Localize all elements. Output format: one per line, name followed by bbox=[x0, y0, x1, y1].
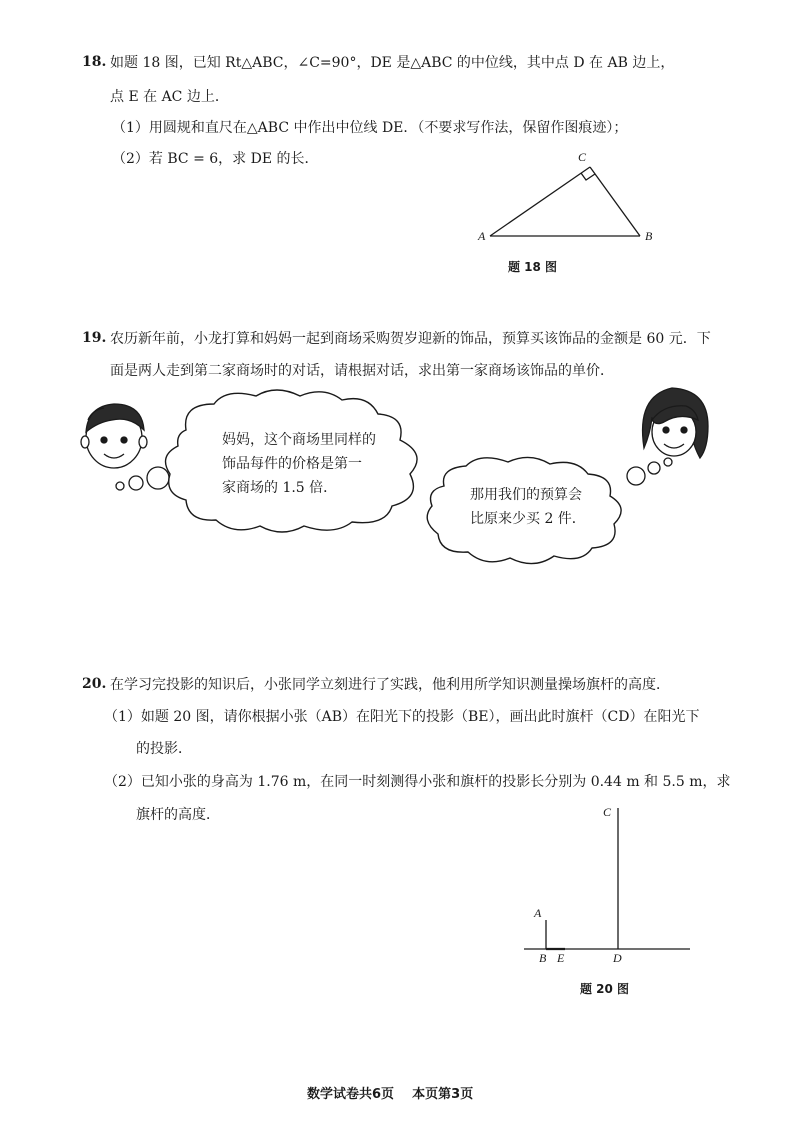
q20-part1-line2: 的投影． bbox=[136, 741, 192, 757]
q18-part1: （1）用圆规和直尺在△ABC 中作出中位线 DE．（不要求写作法，保留作图痕迹）； bbox=[112, 120, 628, 136]
boy-bubble-line1: 妈妈，这个商场里同样的 bbox=[222, 432, 376, 448]
boy-bubble-line3: 家商场的 1.5 倍． bbox=[222, 480, 338, 496]
q20-label-c: C bbox=[603, 805, 612, 819]
mom-bubble-line2: 比原来少买 2 件． bbox=[470, 511, 586, 527]
page-footer: 数学试卷共6页 本页第3页 bbox=[307, 1087, 474, 1102]
q18-caption: 题 18 图 bbox=[508, 260, 558, 274]
q20-part2-line1: （2）已知小张的身高为 1.76 m，在同一时刻测得小张和旗杆的投影长分别为 0.44 m 和 5.5 m，求 bbox=[104, 774, 731, 790]
q18-label-a: A bbox=[478, 229, 486, 243]
q18-stem-line2: 点 E 在 AC 边上． bbox=[110, 89, 229, 105]
q20-part2-line2: 旗杆的高度． bbox=[136, 807, 220, 823]
q20-stem-line1: 在学习完投影的知识后，小张同学立刻进行了实践，他利用所学知识测量操场旗杆的高度． bbox=[110, 677, 670, 693]
q20-label-e: E bbox=[557, 951, 565, 965]
q18-label-c: C bbox=[578, 150, 587, 164]
q19-stem-line2: 面是两人走到第二家商场时的对话，请根据对话，求出第一家商场该饰品的单价． bbox=[110, 363, 614, 379]
q18-stem-line1: 如题 18 图，已知 Rt△ABC，∠C=90°，DE 是△ABC 的中位线，其中点 D 在 AB 边上， bbox=[110, 55, 675, 71]
q18-label-b: B bbox=[645, 229, 653, 243]
q19-stem-line1: 农历新年前，小龙打算和妈妈一起到商场采购贺岁迎新的饰品，预算买该饰品的金额是 60 元．下 bbox=[110, 331, 711, 347]
q20-caption: 题 20 图 bbox=[580, 982, 630, 996]
q20-part1-line1: （1）如题 20 图，请你根据小张（AB）在阳光下的投影（BE），画出此时旗杆（CD）在阳光下 bbox=[104, 709, 700, 725]
mom-bubble-line1: 那用我们的预算会 bbox=[470, 487, 582, 503]
q20-label-d: D bbox=[613, 951, 622, 965]
boy-bubble-line2: 饰品每件的价格是第一 bbox=[222, 456, 362, 472]
q20-label-a: A bbox=[534, 906, 542, 920]
q18-number: 18. bbox=[82, 54, 107, 70]
q20-label-b: B bbox=[539, 951, 547, 965]
q19-number: 19. bbox=[82, 330, 107, 346]
q18-part2: （2）若 BC = 6，求 DE 的长． bbox=[112, 151, 319, 167]
q20-number: 20. bbox=[82, 676, 107, 692]
